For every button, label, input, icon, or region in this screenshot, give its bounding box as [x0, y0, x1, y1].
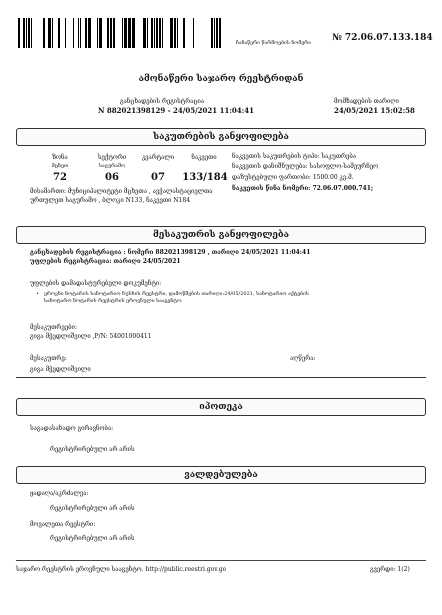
property-section-header: საკუთრების განყოფილება — [16, 128, 426, 146]
mortgage-section-header: იპოთეკა — [16, 398, 426, 416]
application-reg-label: განცხადების რეგისტრაცია — [120, 98, 205, 105]
owner-value: გიგა მჭედლიშვილი — [30, 366, 91, 373]
preparation-date-value: 24/05/2021 15:02:58 — [334, 106, 415, 115]
col-sub-zone: მცხეთ — [51, 163, 69, 169]
preparation-date-label: მომზადების თარიღი — [334, 98, 399, 105]
col-header-quarter: კვარტალი — [141, 154, 175, 161]
page-title: ამონაწერი საჯარო რეესტრიდან — [138, 74, 304, 84]
zone-value: 72 — [53, 172, 67, 183]
mortgage-subject-label: საგადასახადო გირავნობა: — [30, 425, 114, 432]
property-previous-number: ნაკვეთის წინა ნომერი: 72.06.07.000.741; — [232, 185, 374, 192]
basis-text-2: სანოტარო ნოტარის რეესტრის ეროვნული სააგენტო. — [44, 298, 183, 304]
debtor-registry-value: რეგისტრირებული არ არის — [50, 535, 135, 542]
parcel-value: 133/184 — [182, 172, 228, 183]
encumbrance-section-header: ვალდებულება — [16, 466, 426, 484]
application-reg-value: N 882021398129 - 24/05/2021 11:04:41 — [98, 106, 254, 115]
footer-page-number: გვერდი: 1(2) — [370, 566, 410, 573]
col-sub-sector: საგურამო — [98, 163, 126, 169]
seizure-label: ყადაღა/აკრძალვა: — [30, 490, 89, 497]
document-number: № 72.06.07.133.184 — [332, 33, 433, 43]
basis-text-1: ეროვნი ნოტარის სანოტარიო ნუსხის რეესტრი, დამოწმების თარიღი:24/05/2021, სანოტარიო აქტების — [44, 291, 309, 297]
footer-divider — [16, 560, 426, 561]
mortgage-subject-value: რეგისტრირებული არ არის — [50, 446, 135, 453]
owner-reg-line: განცხადების რეგისტრაცია : ნომერი 882021398129 , თარიღი 24/05/2021 11:04:41 — [30, 249, 311, 256]
col-header-parcel: ნაკვეთი — [191, 154, 217, 161]
owners-label: მესაკუთრეები: — [30, 324, 77, 331]
property-purpose: ნაკვეთის დანიშნულება: სასოფლო-სამეურნეო — [232, 163, 379, 170]
owner-right-date: უფლების რეგისტრაცია: თარიღი 24/05/2021 — [30, 258, 181, 265]
owners-value: გიგა მჭედლიშვილი ,P/N: 54001000411 — [30, 333, 152, 340]
barcode-image — [18, 18, 222, 48]
footer-agency: საჯარო რეესტრის ეროვნული სააგენტო. http://public.reestri.gov.ge — [16, 566, 227, 573]
basis-label: უფლების დამადასტურებელი დოკუმენტი: — [30, 280, 162, 287]
sector-value: 06 — [105, 172, 119, 183]
property-ownership-type: ნაკვეთის საკუთრების ტიპი: საკუთრება — [232, 153, 357, 160]
owner-section-header: მესაკუთრის განყოფილება — [16, 226, 426, 244]
address-line-1: მისამართი: მუნიციპალიტეტი მცხეთა , ავჭალასტაციელთა — [30, 188, 213, 195]
debtor-registry-label: მოვალეთა რეესტრი: — [30, 521, 96, 528]
owner-label: მესაკუთრე: — [30, 355, 67, 362]
col-header-sector: სექტორი — [97, 154, 127, 161]
col-header-zone: ზონა — [52, 154, 68, 161]
description-label: აღწერა: — [290, 355, 316, 362]
property-area: დაზუსტებული ფართობი: 1500.00 კვ.მ. — [232, 174, 354, 181]
basis-bullet: • — [36, 291, 39, 297]
seizure-value: რეგისტრირებული არ არის — [50, 505, 135, 512]
owner-section-divider — [16, 377, 426, 378]
address-line-2: ურთულეთ საგურამო , ბლოკი N133, ნაკვეთი N184 — [30, 197, 191, 204]
quarter-value: 07 — [151, 172, 165, 183]
barcode-caption: ჩანაწერი წარმოების ნომერი — [236, 40, 312, 46]
